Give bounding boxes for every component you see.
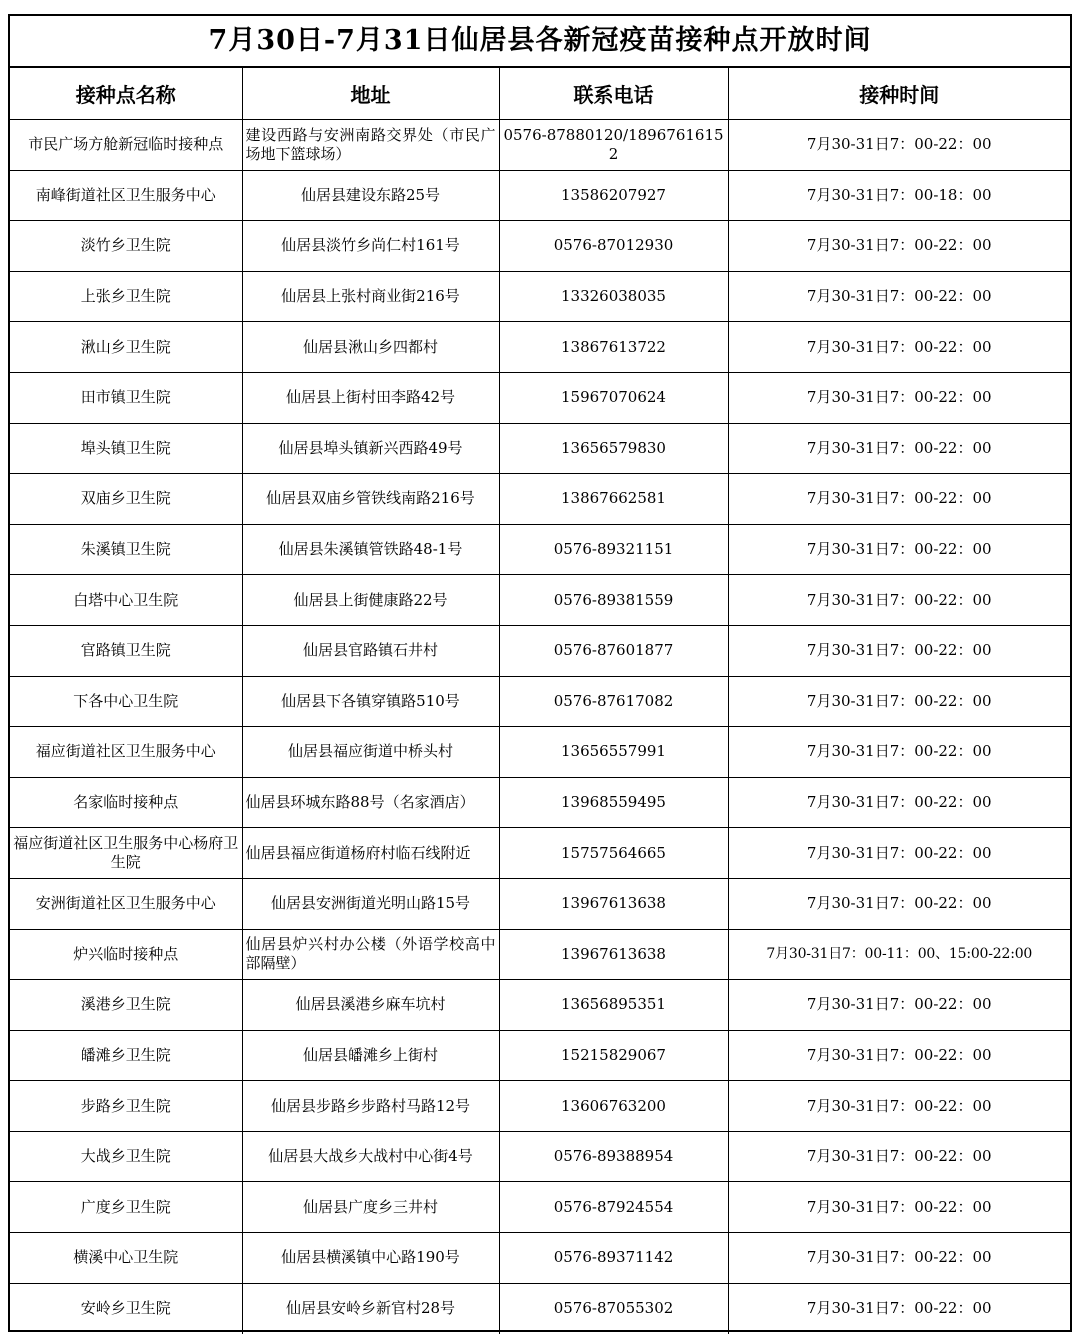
site-name-cell: 白塔中心卫生院	[10, 575, 242, 626]
table-row	[10, 676, 1070, 727]
site-name-cell: 南峰街道社区卫生服务中心	[10, 170, 242, 221]
phone-cell: 0576-89388954	[499, 1131, 728, 1182]
phone-cell: 0576-89371142	[499, 1233, 728, 1284]
phone-cell: 13326038035	[499, 271, 728, 322]
site-name-cell: 上张乡卫生院	[10, 271, 242, 322]
table-row	[10, 372, 1070, 423]
time-cell: 7月30-31日7：00-22：00	[728, 575, 1070, 626]
address-cell: 仙居县上街健康路22号	[242, 575, 499, 626]
address-cell: 仙居县官路镇石井村	[242, 625, 499, 676]
address-cell: 仙居县朱溪镇管铁路48-1号	[242, 524, 499, 575]
table-row	[10, 929, 1070, 980]
table-row	[10, 271, 1070, 322]
table-row	[10, 221, 1070, 272]
vaccination-schedule-sheet	[8, 14, 1072, 1332]
time-cell: 7月30-31日7：00-22：00	[728, 221, 1070, 272]
phone-cell: 0576-87601877	[499, 625, 728, 676]
address-cell: 仙居县安岭乡新官村28号	[242, 1283, 499, 1334]
phone-cell: 13656579830	[499, 423, 728, 474]
table-row	[10, 1030, 1070, 1081]
table-row	[10, 727, 1070, 778]
phone-cell: 13656557991	[499, 727, 728, 778]
table-row	[10, 170, 1070, 221]
address-cell: 仙居县皤滩乡上街村	[242, 1030, 499, 1081]
phone-cell: 0576-87012930	[499, 221, 728, 272]
address-cell: 仙居县广度乡三井村	[242, 1182, 499, 1233]
phone-cell: 13586207927	[499, 170, 728, 221]
site-name-cell: 田市镇卫生院	[10, 372, 242, 423]
time-cell: 7月30-31日7：00-22：00	[728, 1030, 1070, 1081]
table-row	[10, 474, 1070, 525]
table-row	[10, 423, 1070, 474]
table-row	[10, 980, 1070, 1031]
phone-cell: 0576-87924554	[499, 1182, 728, 1233]
site-name-cell: 市民广场方舱新冠临时接种点	[10, 120, 242, 171]
address-cell: 仙居县上张村商业街216号	[242, 271, 499, 322]
site-name-cell: 广度乡卫生院	[10, 1182, 242, 1233]
address-cell: 仙居县湫山乡四都村	[242, 322, 499, 373]
site-name-cell: 淡竹乡卫生院	[10, 221, 242, 272]
address-cell: 仙居县环城东路88号（名家酒店）	[242, 777, 499, 828]
site-name-cell: 双庙乡卫生院	[10, 474, 242, 525]
address-cell: 仙居县溪港乡麻车坑村	[242, 980, 499, 1031]
table-row	[10, 120, 1070, 171]
time-cell: 7月30-31日7：00-22：00	[728, 1182, 1070, 1233]
column-header-site-name: 接种点名称	[10, 68, 242, 120]
phone-cell: 13968559495	[499, 777, 728, 828]
time-cell: 7月30-31日7：00-22：00	[728, 828, 1070, 879]
phone-cell: 15757564665	[499, 828, 728, 879]
phone-cell: 15967070624	[499, 372, 728, 423]
site-name-cell: 下各中心卫生院	[10, 676, 242, 727]
table-row	[10, 777, 1070, 828]
table-row	[10, 828, 1070, 879]
site-name-cell: 朱溪镇卫生院	[10, 524, 242, 575]
time-cell: 7月30-31日7：00-22：00	[728, 1081, 1070, 1132]
column-header-address: 地址	[242, 68, 499, 120]
time-cell: 7月30-31日7：00-22：00	[728, 878, 1070, 929]
site-name-cell: 安洲街道社区卫生服务中心	[10, 878, 242, 929]
table-header-row	[10, 68, 1070, 120]
site-name-cell: 福应街道社区卫生服务中心杨府卫生院	[10, 828, 242, 879]
address-cell: 仙居县大战乡大战村中心街4号	[242, 1131, 499, 1182]
site-name-cell: 步路乡卫生院	[10, 1081, 242, 1132]
address-cell: 仙居县埠头镇新兴西路49号	[242, 423, 499, 474]
phone-cell: 13656895351	[499, 980, 728, 1031]
vaccination-sites-table	[10, 67, 1070, 1334]
phone-cell: 0576-87880120/18967616152	[499, 120, 728, 171]
phone-cell: 0576-87617082	[499, 676, 728, 727]
page-title: 7月30日-7月31日仙居县各新冠疫苗接种点开放时间	[10, 16, 1070, 67]
site-name-cell: 皤滩乡卫生院	[10, 1030, 242, 1081]
time-cell: 7月30-31日7：00-22：00	[728, 1283, 1070, 1334]
phone-cell: 13967613638	[499, 929, 728, 980]
table-row	[10, 322, 1070, 373]
table-row	[10, 575, 1070, 626]
time-cell: 7月30-31日7：00-22：00	[728, 423, 1070, 474]
table-row	[10, 1233, 1070, 1284]
time-cell: 7月30-31日7：00-22：00	[728, 372, 1070, 423]
address-cell: 仙居县建设东路25号	[242, 170, 499, 221]
time-cell: 7月30-31日7：00-11：00、15:00-22:00	[728, 929, 1070, 980]
phone-cell: 13867613722	[499, 322, 728, 373]
time-cell: 7月30-31日7：00-22：00	[728, 777, 1070, 828]
site-name-cell: 官路镇卫生院	[10, 625, 242, 676]
address-cell: 仙居县横溪镇中心路190号	[242, 1233, 499, 1284]
table-row	[10, 524, 1070, 575]
address-cell: 仙居县福应街道杨府村临石线附近	[242, 828, 499, 879]
table-row	[10, 625, 1070, 676]
site-name-cell: 湫山乡卫生院	[10, 322, 242, 373]
phone-cell: 0576-87055302	[499, 1283, 728, 1334]
address-cell: 建设西路与安洲南路交界处（市民广场地下篮球场）	[242, 120, 499, 171]
site-name-cell: 大战乡卫生院	[10, 1131, 242, 1182]
phone-cell: 15215829067	[499, 1030, 728, 1081]
address-cell: 仙居县炉兴村办公楼（外语学校高中部隔壁）	[242, 929, 499, 980]
phone-cell: 13606763200	[499, 1081, 728, 1132]
phone-cell: 13967613638	[499, 878, 728, 929]
time-cell: 7月30-31日7：00-18：00	[728, 170, 1070, 221]
time-cell: 7月30-31日7：00-22：00	[728, 727, 1070, 778]
time-cell: 7月30-31日7：00-22：00	[728, 120, 1070, 171]
time-cell: 7月30-31日7：00-22：00	[728, 1131, 1070, 1182]
address-cell: 仙居县步路乡步路村马路12号	[242, 1081, 499, 1132]
address-cell: 仙居县淡竹乡尚仁村161号	[242, 221, 499, 272]
table-row	[10, 1283, 1070, 1334]
site-name-cell: 溪港乡卫生院	[10, 980, 242, 1031]
time-cell: 7月30-31日7：00-22：00	[728, 271, 1070, 322]
time-cell: 7月30-31日7：00-22：00	[728, 676, 1070, 727]
site-name-cell: 炉兴临时接种点	[10, 929, 242, 980]
site-name-cell: 名家临时接种点	[10, 777, 242, 828]
site-name-cell: 埠头镇卫生院	[10, 423, 242, 474]
table-body	[10, 120, 1070, 1334]
time-cell: 7月30-31日7：00-22：00	[728, 474, 1070, 525]
address-cell: 仙居县上街村田李路42号	[242, 372, 499, 423]
table-row	[10, 1081, 1070, 1132]
table-row	[10, 878, 1070, 929]
address-cell: 仙居县下各镇穿镇路510号	[242, 676, 499, 727]
site-name-cell: 横溪中心卫生院	[10, 1233, 242, 1284]
site-name-cell: 安岭乡卫生院	[10, 1283, 242, 1334]
time-cell: 7月30-31日7：00-22：00	[728, 524, 1070, 575]
table-row	[10, 1182, 1070, 1233]
time-cell: 7月30-31日7：00-22：00	[728, 625, 1070, 676]
time-cell: 7月30-31日7：00-22：00	[728, 322, 1070, 373]
time-cell: 7月30-31日7：00-22：00	[728, 980, 1070, 1031]
phone-cell: 0576-89381559	[499, 575, 728, 626]
column-header-time: 接种时间	[728, 68, 1070, 120]
column-header-phone: 联系电话	[499, 68, 728, 120]
address-cell: 仙居县双庙乡管铁线南路216号	[242, 474, 499, 525]
phone-cell: 13867662581	[499, 474, 728, 525]
table-row	[10, 1131, 1070, 1182]
address-cell: 仙居县福应街道中桥头村	[242, 727, 499, 778]
address-cell: 仙居县安洲街道光明山路15号	[242, 878, 499, 929]
site-name-cell: 福应街道社区卫生服务中心	[10, 727, 242, 778]
phone-cell: 0576-89321151	[499, 524, 728, 575]
time-cell: 7月30-31日7：00-22：00	[728, 1233, 1070, 1284]
